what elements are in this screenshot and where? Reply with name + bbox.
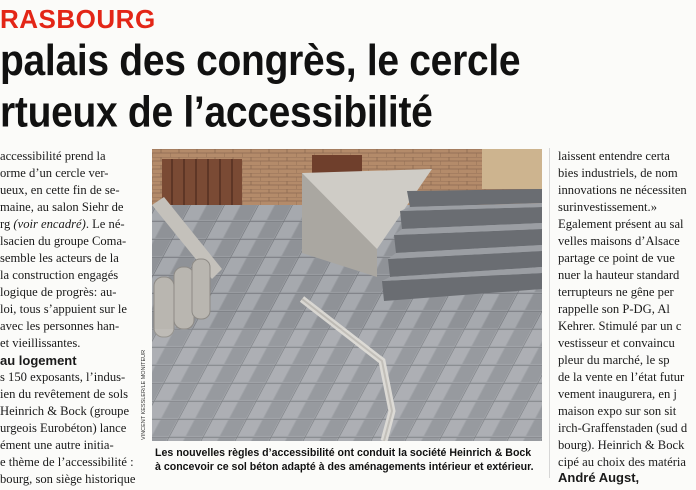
left-column bbox=[0, 148, 146, 488]
body-line: vestisseur et convaincu bbox=[558, 336, 675, 350]
body-line: nuer la hauteur standard bbox=[558, 268, 680, 282]
body-line: avec les personnes han- bbox=[0, 319, 120, 333]
body-line: de la vente en l’état futur bbox=[558, 370, 685, 384]
author-signature: André Augst, bbox=[558, 470, 640, 485]
body-line: la construction engagés bbox=[0, 268, 119, 282]
photo-caption bbox=[155, 446, 545, 474]
column-divider bbox=[549, 148, 550, 478]
body-line: e thème de l’accessibilité : bbox=[0, 455, 134, 469]
paving-photo-illustration bbox=[152, 149, 542, 441]
body-line: ément une autre initia- bbox=[0, 438, 114, 452]
body-line: maison expo sur son sit bbox=[558, 404, 677, 418]
body-line: semble les acteurs de la bbox=[0, 251, 119, 265]
body-line: cipé au choix des matéria bbox=[558, 455, 686, 469]
body-line: s 150 exposants, l’indus- bbox=[0, 370, 126, 384]
body-line: innovations ne nécessiten bbox=[558, 183, 687, 197]
body-line: logique de progrès: au- bbox=[0, 285, 117, 299]
body-line: bourg). Heinrich & Bock bbox=[558, 438, 685, 452]
article-photo bbox=[152, 149, 542, 441]
headline bbox=[0, 36, 696, 139]
body-line: laissent entendre certa bbox=[558, 149, 670, 163]
body-line: velles maisons d’Alsace bbox=[558, 234, 680, 248]
body-line: terrupteurs ne gêne per bbox=[558, 285, 674, 299]
body-line: accessibilité prend la bbox=[0, 149, 106, 163]
body-line: partage ce point de vue bbox=[558, 251, 675, 265]
body-line: bourg, son siège historique bbox=[0, 472, 136, 486]
body-text: rg bbox=[0, 217, 14, 231]
body-line: lsacien du groupe Coma- bbox=[0, 234, 127, 248]
right-column bbox=[558, 148, 696, 471]
caption-line: Les nouvelles règles d’accessibilité ont conduit la société Heinrich & Bock bbox=[155, 447, 532, 459]
caption-line: à concevoir ce sol béton adapté à des aménagements intérieur et extérieur. bbox=[155, 461, 534, 473]
photo-credit: VINCENT KESSLER/LE MONITEUR bbox=[141, 349, 147, 440]
body-line: pleur du marché, le sp bbox=[558, 353, 670, 367]
body-text: . Le né- bbox=[85, 217, 125, 231]
body-line: irch-Graffenstaden (sud d bbox=[558, 421, 688, 435]
italic-note: (voir encadré) bbox=[13, 217, 86, 231]
headline-line: palais des congrès, le cercle bbox=[0, 37, 521, 86]
body-line: loi, tous s’appuient sur le bbox=[0, 302, 127, 316]
body-line bbox=[0, 216, 146, 233]
body-line: ueux, en cette fin de se- bbox=[0, 183, 120, 197]
body-line: surinvestissement.» bbox=[558, 200, 657, 214]
body-line: Egalement présent au sal bbox=[558, 217, 684, 231]
body-line: bies industriels, de nom bbox=[558, 166, 678, 180]
headline-line: rtueux de l’accessibilité bbox=[0, 88, 433, 137]
body-line: urgeois Eurobéton) lance bbox=[0, 421, 127, 435]
body-line: rappelle son P-DG, Al bbox=[558, 302, 670, 316]
body-line: Heinrich & Bock (groupe bbox=[0, 404, 130, 418]
body-line: maine, au salon Siehr de bbox=[0, 200, 124, 214]
body-line: ien du revêtement de sols bbox=[0, 387, 128, 401]
body-line: et vieillissantes. bbox=[0, 336, 81, 350]
body-line: vement inaugurera, en j bbox=[558, 387, 677, 401]
section-kicker: RASBOURG bbox=[0, 4, 156, 34]
body-line: Kehrer. Stimulé par un c bbox=[558, 319, 682, 333]
subheading: au logement bbox=[0, 353, 77, 368]
body-line: orme d’un cercle ver- bbox=[0, 166, 109, 180]
